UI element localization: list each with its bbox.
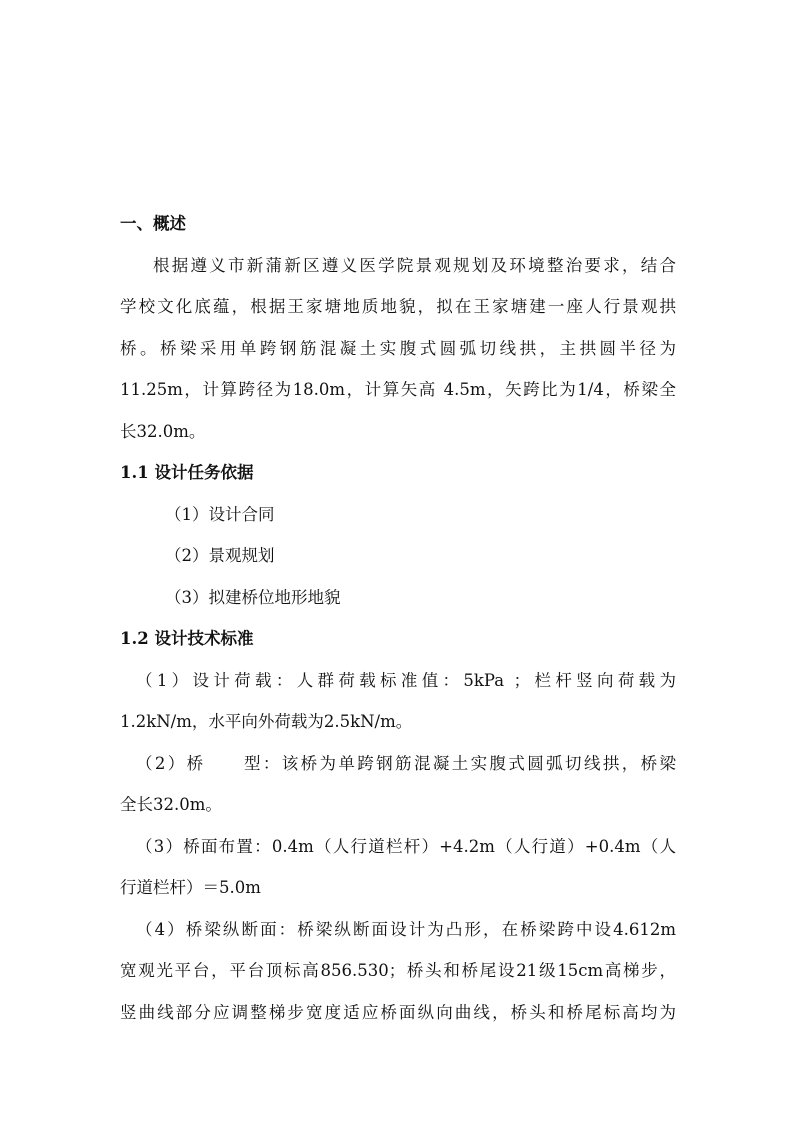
document-body [120,203,676,1033]
list-item: （1）设计合同 [165,504,275,524]
standard-item-line [120,743,676,785]
standard-item-line: 行道栏杆）＝5.0m [120,878,261,897]
paragraph-line: 根据遵义市新蒲新区遵义医学院景观规划及环境整治要求，结合 [153,255,676,275]
standard-item-line: 全长32.0m。 [120,795,222,814]
section-heading-overview: 一、概述 [120,214,186,233]
list-item: （2）景观规划 [165,546,275,565]
paragraph-line: 桥。桥梁采用单跨钢筋混凝土实腹式圆弧切线拱，主拱圆半径为 [120,338,676,358]
bridge-type-label: （2）桥 [136,753,206,773]
paragraph-line: 长32.0m。 [120,421,206,441]
standard-item-line: 宽观光平台，平台顶标高856.530；桥头和桥尾设21级15cm高梯步， [120,961,676,980]
list-item: （3）拟建桥位地形地貌 [165,587,341,607]
standard-item-line: （3）桥面布置：0.4m（人行道栏杆）+4.2m（人行道）+0.4m（人 [136,836,676,856]
bridge-type-text: 型：该桥为单跨钢筋混凝土实腹式圆弧切线拱，桥梁 [241,753,677,773]
section-heading-design-basis: 1.1 设计任务依据 [120,463,254,482]
standard-item-line: （1）设计荷载：人群荷载标准值：5kPa ；栏杆竖向荷载为 [136,670,676,690]
section-heading-technical-standards: 1.2 设计技术标准 [120,629,254,648]
paragraph-line: 11.25m，计算跨径为18.0m，计算矢高 4.5m，矢跨比为1/4，桥梁全 [120,380,676,399]
standard-item-line: 1.2kN/m，水平向外荷载为2.5kN/m。 [120,712,413,731]
paragraph-line: 学校文化底蕴，根据王家塘地质地貌，拟在王家塘建一座人行景观拱 [120,297,676,316]
standard-item-line: 竖曲线部分应调整梯步宽度适应桥面纵向曲线，桥头和桥尾标高均为 [120,1002,676,1022]
standard-item-line: （4）桥梁纵断面：桥梁纵断面设计为凸形，在桥梁跨中设4.612m [136,919,676,939]
